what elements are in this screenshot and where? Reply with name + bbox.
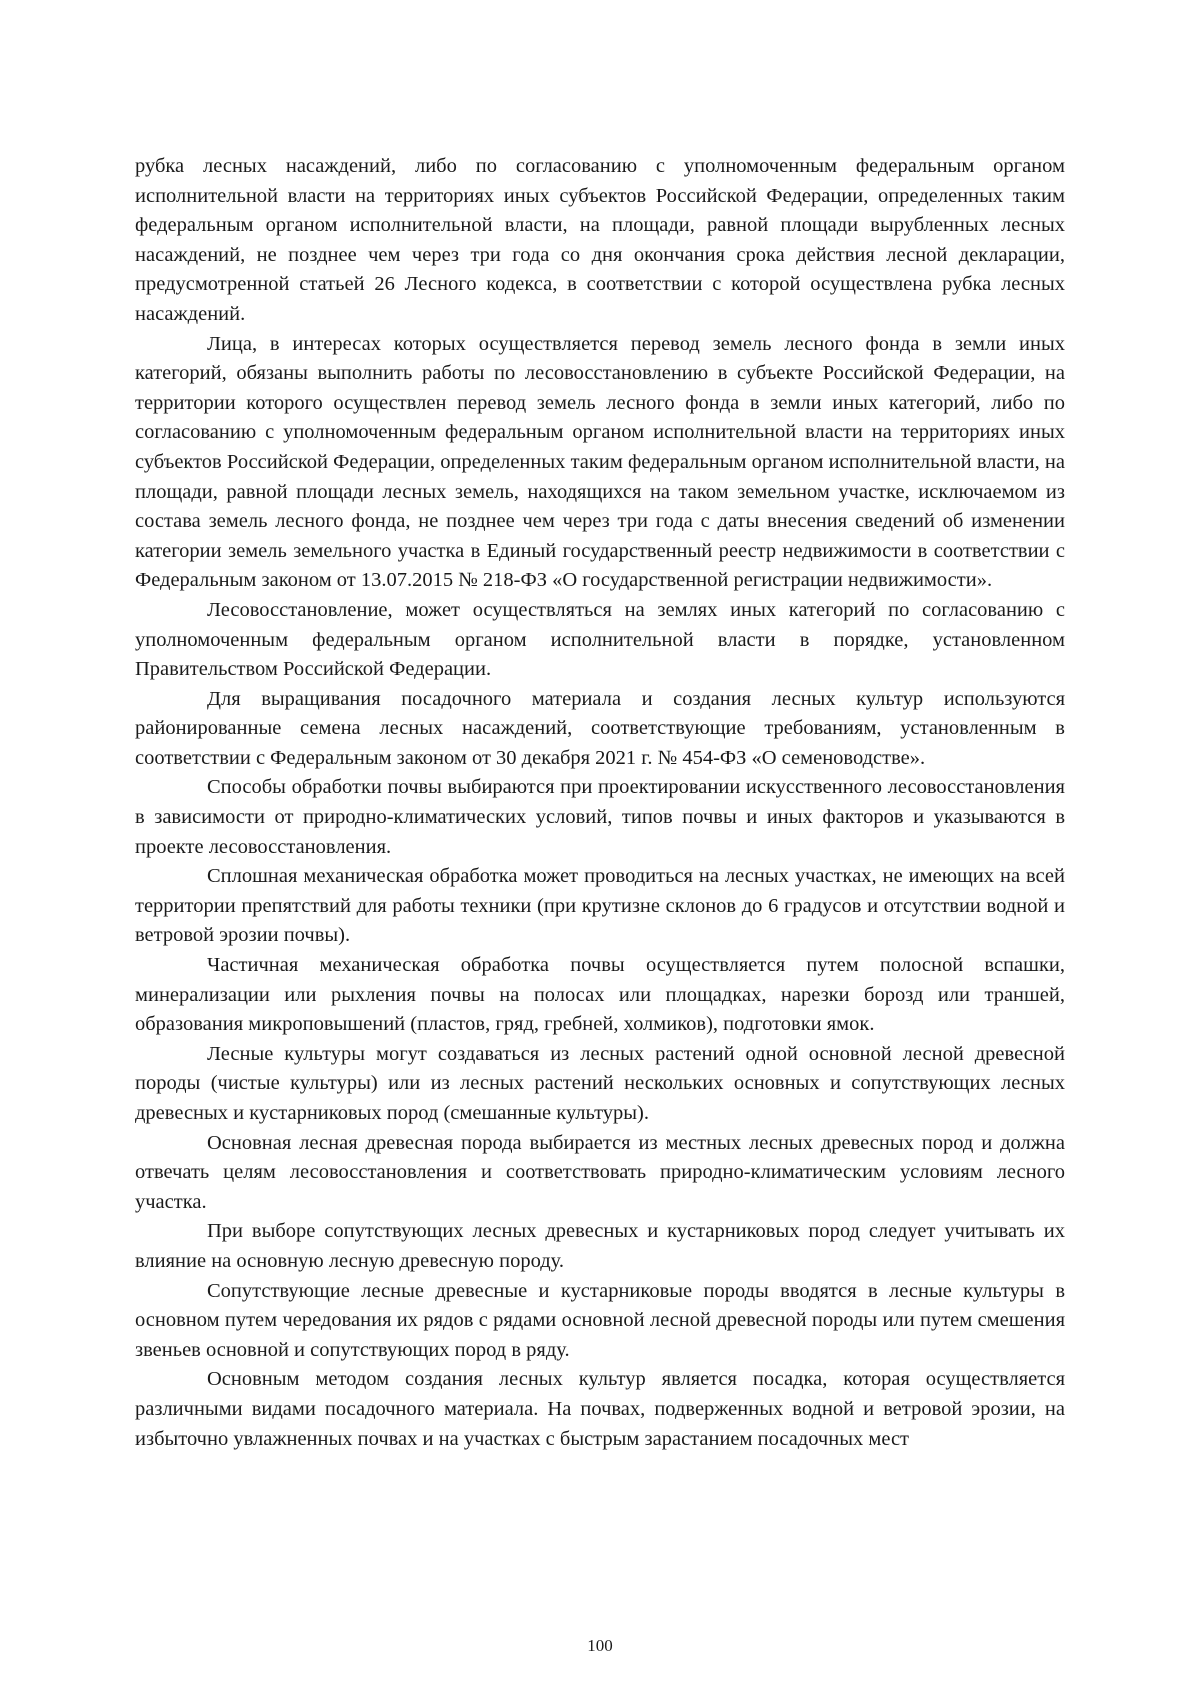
paragraph: Сплошная механическая обработка может проводиться на лесных участках, не имеющих на всей территории препятствий для работы техники (при крутизне склонов до 6 градусов и отсутствии водной и ветровой эрозии почвы). [135, 865, 1065, 947]
document-body [135, 152, 1065, 1454]
paragraph: Сопутствующие лесные древесные и кустарниковые породы вводятся в лесные культуры в основном путем чередования их рядов с рядами основной лесной древесной породы или путем смешения звеньев основной и сопутствующих пород в ряду. [135, 1279, 1065, 1361]
paragraph-continuation: рубка лесных насаждений, либо по согласованию с уполномоченным федеральным органом исполнительной власти на территориях иных субъектов Российской Федерации, определенных таким федеральным органом исполнительной власти, на площади, равной площади вырубленных лесных насаждений, не позднее чем через три года со дня окончания срока действия лесной декларации, предусмотренной статьей 26 Лесного кодекса, в соответствии с которой осуществлена рубка лесных насаждений. [135, 155, 1065, 325]
paragraph: Для выращивания посадочного материала и создания лесных культур используются районированные семена лесных насаждений, соответствующие требованиям, установленным в соответствии с Федеральным законом от 30 декабря 2021 г. № 454-ФЗ «О семеноводстве». [135, 687, 1065, 769]
paragraph: Частичная механическая обработка почвы осуществляется путем полосной вспашки, минерализации или рыхления почвы на полосах или площадках, нарезки борозд или траншей, образования микроповышений (пластов, гряд, гребней, холмиков), подготовки ямок. [135, 954, 1065, 1036]
paragraph: Основным методом создания лесных культур является посадка, которая осуществляется различными видами посадочного материала. На почвах, подверженных водной и ветровой эрозии, на избыточно увлажненных почвах и на участках с быстрым зарастанием посадочных мест [135, 1368, 1065, 1450]
page-number: 100 [587, 1636, 613, 1655]
paragraph: При выборе сопутствующих лесных древесных и кустарниковых пород следует учитывать их влияние на основную лесную древесную породу. [135, 1220, 1065, 1272]
paragraph: Лесовосстановление, может осуществляться на землях иных категорий по согласованию с уполномоченным федеральным органом исполнительной власти в порядке, установленном Правительством Российской Федерации. [135, 598, 1065, 681]
paragraph: Способы обработки почвы выбираются при проектировании искусственного лесовосстановления в зависимости от природно-климатических условий, типов почвы и иных факторов и указываются в проекте лесовосстановления. [135, 776, 1065, 858]
paragraph: Лица, в интересах которых осуществляется перевод земель лесного фонда в земли иных категорий, обязаны выполнить работы по лесовосстановлению в субъекте Российской Федерации, на территории которого осуществлен перевод земель лесного фонда в земли иных категорий, либо по согласованию с уполномоченным федеральным органом исполнительной власти на территориях иных субъектов Российской Федерации, определенных таким федеральным органом исполнительной власти, на площади, равной площади лесных земель, находящихся на таком земельном участке, исключаемом из состава земель лесного фонда, не позднее чем через три года с даты внесения сведений об изменении категории земель земельного участка в Единый государственный реестр недвижимости в соответствии с Федеральным законом от 13.07.2015 № 218-ФЗ «О государственной регистрации недвижимости». [135, 332, 1065, 592]
paragraph: Основная лесная древесная порода выбирается из местных лесных древесных пород и должна отвечать целям лесовосстановления и соответствовать природно-климатическим условиям лесного участка. [135, 1131, 1065, 1213]
paragraph: Лесные культуры могут создаваться из лесных растений одной основной лесной древесной породы (чистые культуры) или из лесных растений нескольких основных и сопутствующих лесных древесных и кустарниковых пород (смешанные культуры). [135, 1042, 1065, 1124]
